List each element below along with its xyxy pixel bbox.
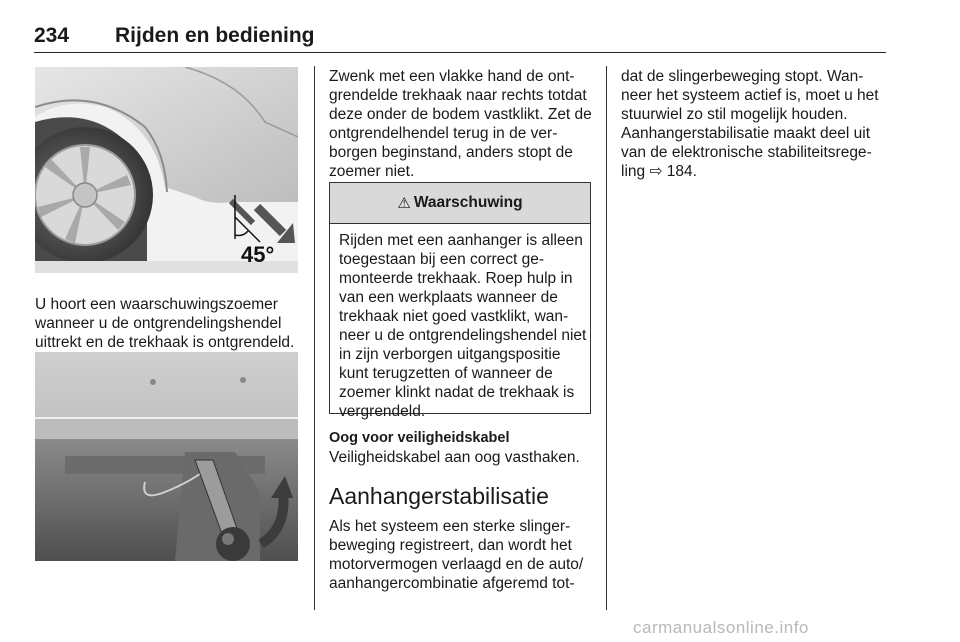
page-number: 234: [34, 24, 70, 47]
safety-cable-paragraph: Veiligheidskabel aan oog vasthaken.: [329, 449, 580, 466]
watermark: carmanualsonline.info: [633, 618, 809, 637]
warning-icon: ⚠: [397, 195, 411, 212]
warning-title: Waarschuwing: [413, 194, 523, 211]
stability-system-paragraph: [621, 124, 889, 181]
warning-text: Rijden met een aanhanger is alleen toegestaan bij een correct gemonteerde trekhaak. Roep hulp in van een werkplaats wanneer de trekhaak niet goed vastklikt, wanneer u de ontgrendelingshendel niet in zijn verborgen uitgangspositie kunt terugzetten of wanneer de zoemer klinkt nadat de trekhaak is vergrendeld.: [339, 232, 587, 420]
tow-bar-swing-figure: [35, 352, 298, 561]
warning-box: [329, 182, 591, 420]
swing-instruction-paragraph: Zwenk met een vlakke hand de ontgrendelde trekhaak naar rechts totdat deze onder de bodem vastklikt. Zet de ontgrendelhendel terug in de verborgen beginstand, anders stopt de zoemer niet.: [329, 68, 592, 180]
column-divider-1: [314, 66, 315, 610]
safety-cable-heading: Oog voor veiligheidskabel: [329, 430, 510, 446]
cross-reference-page[interactable]: 184.: [666, 163, 697, 180]
warning-header: [330, 183, 590, 224]
stability-system-text: Aanhangerstabilisatie maakt deel uit van de elektronische stabiliteitsregeling: [621, 125, 872, 180]
tow-bar-angle-figure: [35, 67, 298, 273]
stability-continued-paragraph: dat de slingerbeweging stopt. Wanneer het systeem actief is, moet u het stuurwiel zo stil mogelijk houden.: [621, 68, 879, 123]
page-header: [34, 24, 886, 52]
buzzer-paragraph: U hoort een waarschuwingszoemer wanneer u de ontgrendelingshendel uittrekt en de trekhaak is ontgrendeld.: [35, 296, 295, 351]
page-title: Rijden en bediening: [115, 24, 315, 47]
section-title: Aanhangerstabilisatie: [329, 483, 549, 509]
cross-reference-icon: ⇨: [649, 163, 663, 180]
column-divider-2: [606, 66, 607, 610]
header-rule: [34, 52, 886, 53]
trailer-stability-paragraph: Als het systeem een sterke slingerbeweging registreert, dan wordt het motorvermogen verlaagd en de auto/ aanhangercombinatie afgeremd tot-: [329, 518, 584, 592]
angle-label: 45°: [241, 242, 275, 267]
